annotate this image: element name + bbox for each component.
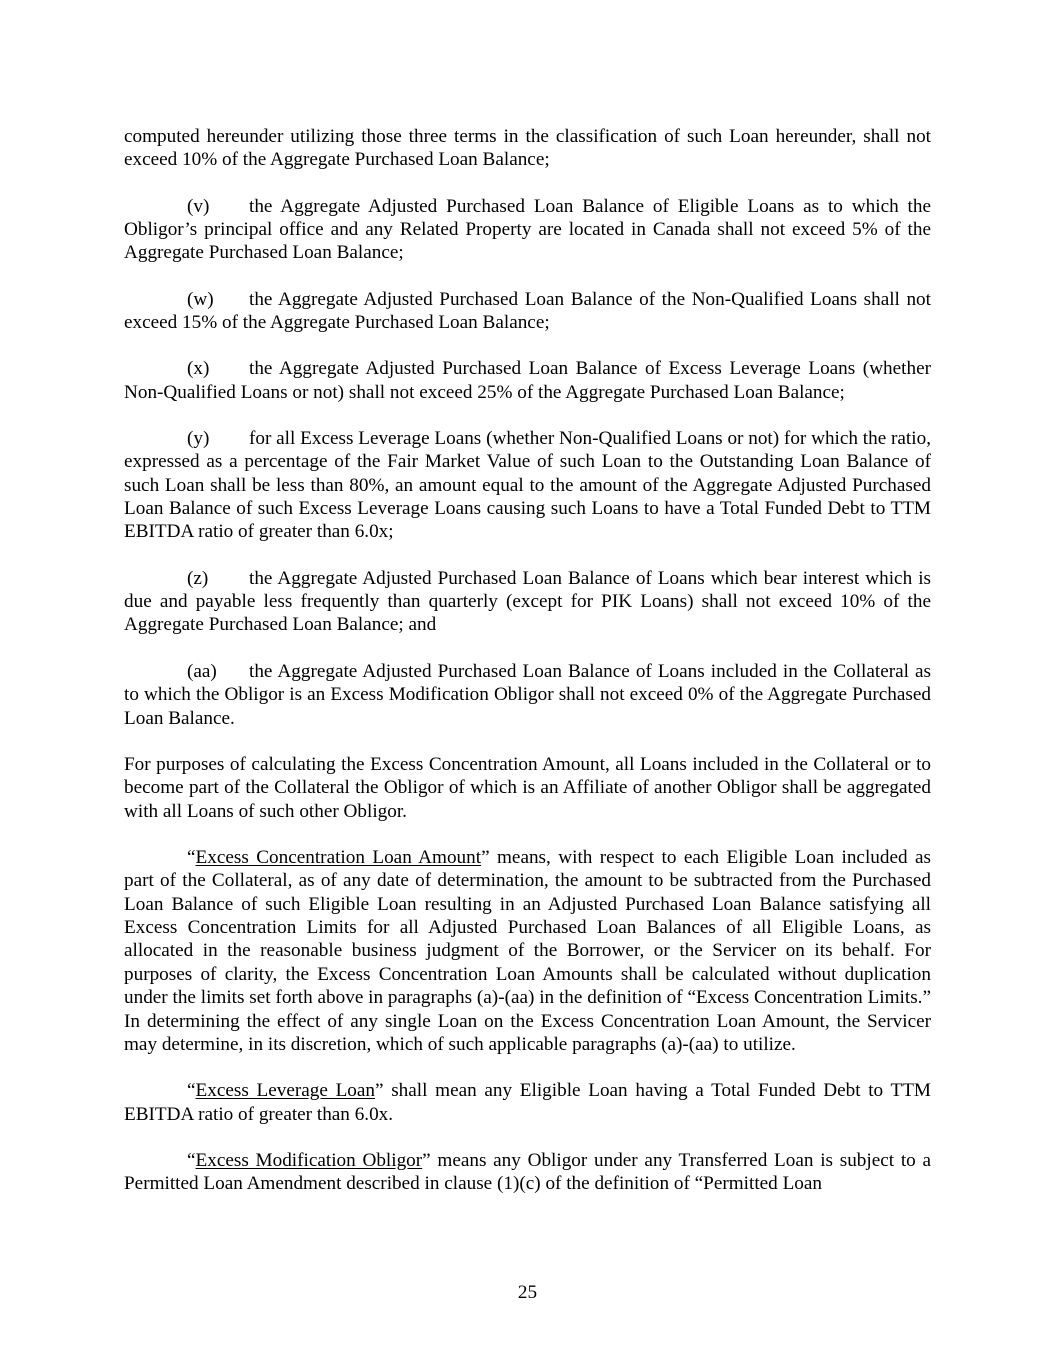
definition-text: ” means, with respect to each Eligible Loan included as part of the Collateral, as of any date of determination, the amount to be subtracted from the Purchased Loan Balance of such Eligible Loan resulting in an Adjusted Purchased Loan Balance satisfying all Excess Concentration Limits for all Adjusted Purchased Loan Balances of all Eligible Loans, as allocated in the reasonable business judgment of the Borrower, or the Servicer on its behalf. For purposes of clarity, the Excess Concentration Loan Amounts shall be calculated without duplication under the limits set forth above in paragraphs (a)-(aa) in the definition of “Excess Concentration Limits.” In determining the effect of any single Loan on the Excess Concentration Loan Amount, the Servicer may determine, in its discretion, which of such applicable paragraphs (a)-(aa) to utilize. — [124, 846, 931, 1055]
item-label: (x) — [187, 358, 210, 380]
list-item-v — [124, 195, 931, 265]
list-item-y — [124, 427, 931, 544]
item-label: (aa) — [187, 660, 217, 682]
definition-text: ” means any Obligor under any Transferred Loan is subject to a Permitted Loan Amendment described in clause (1)(c) of the definition of “Permitted Loan — [124, 1149, 931, 1195]
item-text: the Aggregate Adjusted Purchased Loan Balance of Loans included in the Collateral as to which the Obligor is an Excess Modification Obligor shall not exceed 0% of the Aggregate Purchased Loan Balance. — [124, 660, 931, 729]
item-text: the Aggregate Adjusted Purchased Loan Balance of Excess Leverage Loans (whether Non-Qualified Loans or not) shall not exceed 25% of the Aggregate Purchased Loan Balance; — [124, 358, 931, 403]
definition-excess-modification-obligor — [124, 1149, 931, 1196]
list-item-aa — [124, 660, 931, 730]
defined-term: Excess Modification Obligor — [195, 1149, 423, 1171]
list-item-w — [124, 288, 931, 335]
page-number: 25 — [517, 1282, 538, 1303]
defined-term: Excess Concentration Loan Amount — [195, 846, 482, 868]
definition-excess-concentration-loan-amount — [124, 846, 931, 1057]
defined-term: Excess Leverage Loan — [195, 1080, 375, 1102]
list-item-z — [124, 567, 931, 637]
continuation-paragraph: computed hereunder utilizing those three terms in the classification of such Loan hereunder, shall not exceed 10% of the Aggregate Purchased Loan Balance; — [124, 126, 931, 171]
item-text: the Aggregate Adjusted Purchased Loan Balance of Eligible Loans as to which the Obligor’s principal office and any Related Property are located in Canada shall not exceed 5% of the Aggregate Purchased Loan Balance; — [124, 195, 931, 264]
open-quote: “ — [187, 1149, 196, 1171]
list-item-x — [124, 357, 931, 404]
open-quote: “ — [187, 1080, 196, 1102]
definition-excess-leverage-loan — [124, 1079, 931, 1126]
open-quote: “ — [187, 846, 196, 868]
item-label: (v) — [187, 195, 210, 217]
item-text: the Aggregate Adjusted Purchased Loan Balance of Loans which bear interest which is due and payable less frequently than quarterly (except for PIK Loans) shall not exceed 10% of the Aggregate Purchased Loan Balance; and — [124, 567, 931, 636]
document-page — [124, 125, 931, 1218]
definition-text: ” shall mean any Eligible Loan having a Total Funded Debt to TTM EBITDA ratio of greater than 6.0x. — [124, 1080, 931, 1125]
item-text: the Aggregate Adjusted Purchased Loan Balance of the Non-Qualified Loans shall not exceed 15% of the Aggregate Purchased Loan Balance; — [124, 288, 931, 334]
item-text: for all Excess Leverage Loans (whether Non-Qualified Loans or not) for which the ratio, expressed as a percentage of the Fair Market Value of such Loan to the Outstanding Loan Balance of such Loan shall be less than 80%, an amount equal to the amount of the Aggregate Adjusted Purchased Loan Balance of such Excess Leverage Loans causing such Loans to have a Total Funded Debt to TTM EBITDA ratio of greater than 6.0x; — [124, 427, 931, 543]
aggregation-paragraph: For purposes of calculating the Excess Concentration Amount, all Loans included in the Collateral or to become part of the Collateral the Obligor of which is an Affiliate of another Obligor shall be aggregated with all Loans of such other Obligor. — [124, 753, 931, 822]
item-label: (z) — [187, 567, 209, 589]
item-label: (y) — [187, 427, 210, 449]
item-label: (w) — [187, 288, 214, 310]
